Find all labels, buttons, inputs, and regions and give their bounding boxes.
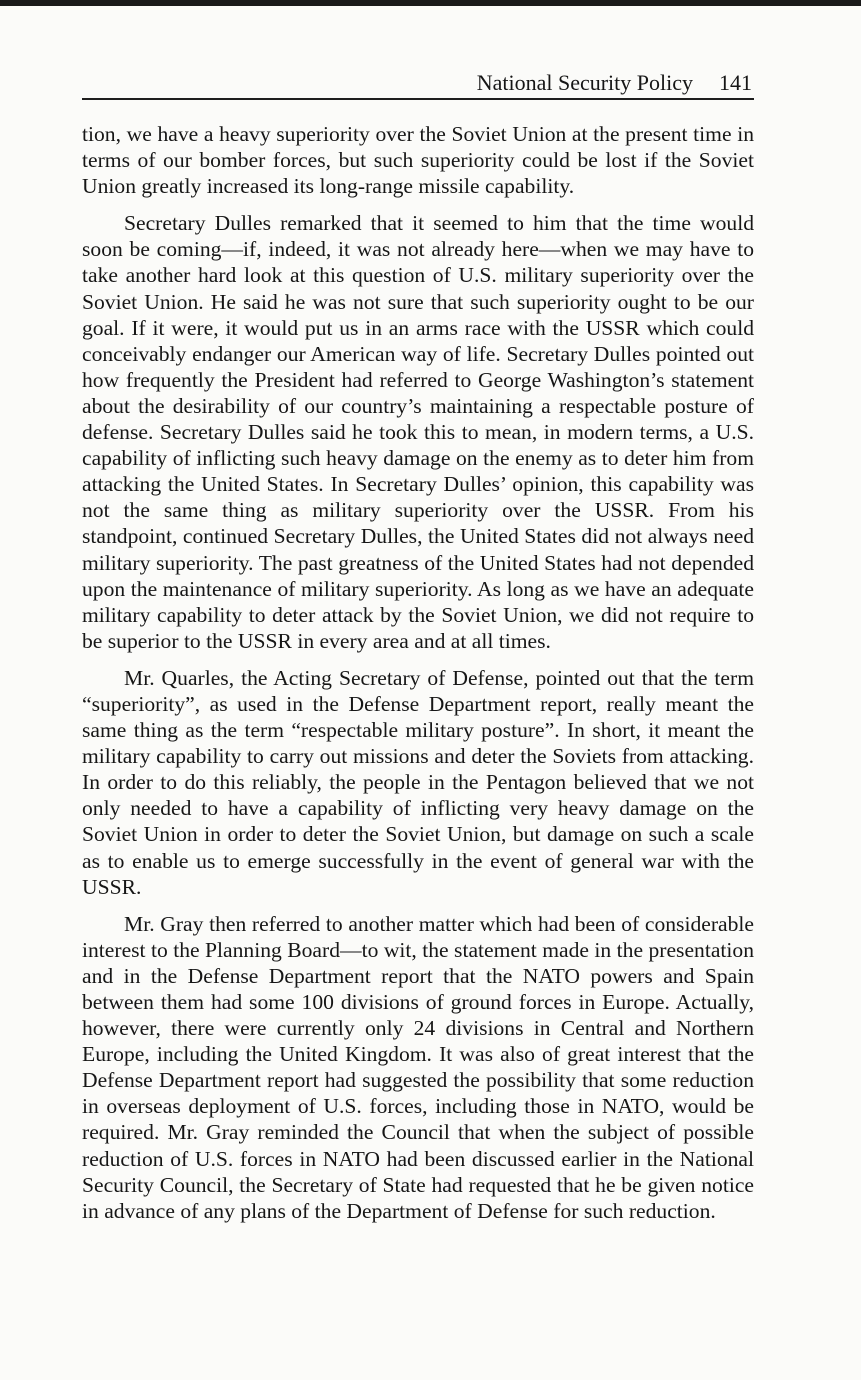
body-text bbox=[82, 121, 754, 1235]
paragraph-quarles: Mr. Quarles, the Acting Secretary of Defense, pointed out that the term “superiority”, as used in the Defense Department report, really meant the same thing as the term “respectable military posture”. In short, it meant the military capability to carry out missions and deter the Soviets from attacking. In order to do this reliably, the people in the Pentagon believed that we not only needed to have a capability of inflicting very heavy damage on the Soviet Union in order to deter the Soviet Union, but damage on such a scale as to enable us to emerge successfully in the event of general war with the USSR. bbox=[82, 665, 754, 899]
paragraph-gray: Mr. Gray then referred to another matter which had been of considerable interest to the Planning Board—to wit, the statement made in the presentation and in the Defense Department report that the NATO powers and Spain between them had some 100 divisions of ground forces in Europe. Actually, however, there were currently only 24 divisions in Central and Northern Europe, including the United Kingdom. It was also of great interest that the Defense Department report had suggested the possibility that some reduction in overseas deployment of U.S. forces, including those in NATO, would be required. Mr. Gray reminded the Council that when the subject of possible reduction of U.S. forces in NATO had been discussed earlier in the National Security Council, the Secretary of State had requested that he be given notice in advance of any plans of the Department of Defense for such reduction. bbox=[82, 911, 754, 1223]
scan-edge bbox=[0, 0, 861, 6]
paragraph-continued: tion, we have a heavy superiority over the Soviet Union at the present time in terms of our bomber forces, but such superiority could be lost if the Soviet Union greatly increased its long-range missile capability. bbox=[82, 122, 754, 199]
page-number: 141 bbox=[719, 70, 752, 95]
header-line bbox=[477, 72, 752, 94]
running-title: National Security Policy bbox=[476, 70, 693, 95]
paragraph-dulles: Secretary Dulles remarked that it seemed to him that the time would soon be coming—if, indeed, it was not already here—when we may have to take another hard look at this question of U.S. military superiority over the Soviet Union. He said he was not sure that such superiority ought to be our goal. If it were, it would put us in an arms race with the USSR which could conceivably endanger our American way of life. Secretary Dulles pointed out how frequently the President had referred to George Washington’s statement about the desirability of our country’s maintaining a respectable posture of defense. Secretary Dulles said he took this to mean, in modern terms, a U.S. capability of inflicting such heavy damage on the enemy as to deter him from attacking the United States. In Secretary Dulles’ opinion, this capability was not the same thing as military superiority over the USSR. From his standpoint, continued Secretary Dulles, the United States did not always need military superiority. The past greatness of the United States had not depended upon the maintenance of military superiority. As long as we have an adequate military capability to deter attack by the Soviet Union, we did not require to be superior to the USSR in every area and at all times. bbox=[82, 211, 754, 653]
page-header bbox=[82, 66, 754, 100]
